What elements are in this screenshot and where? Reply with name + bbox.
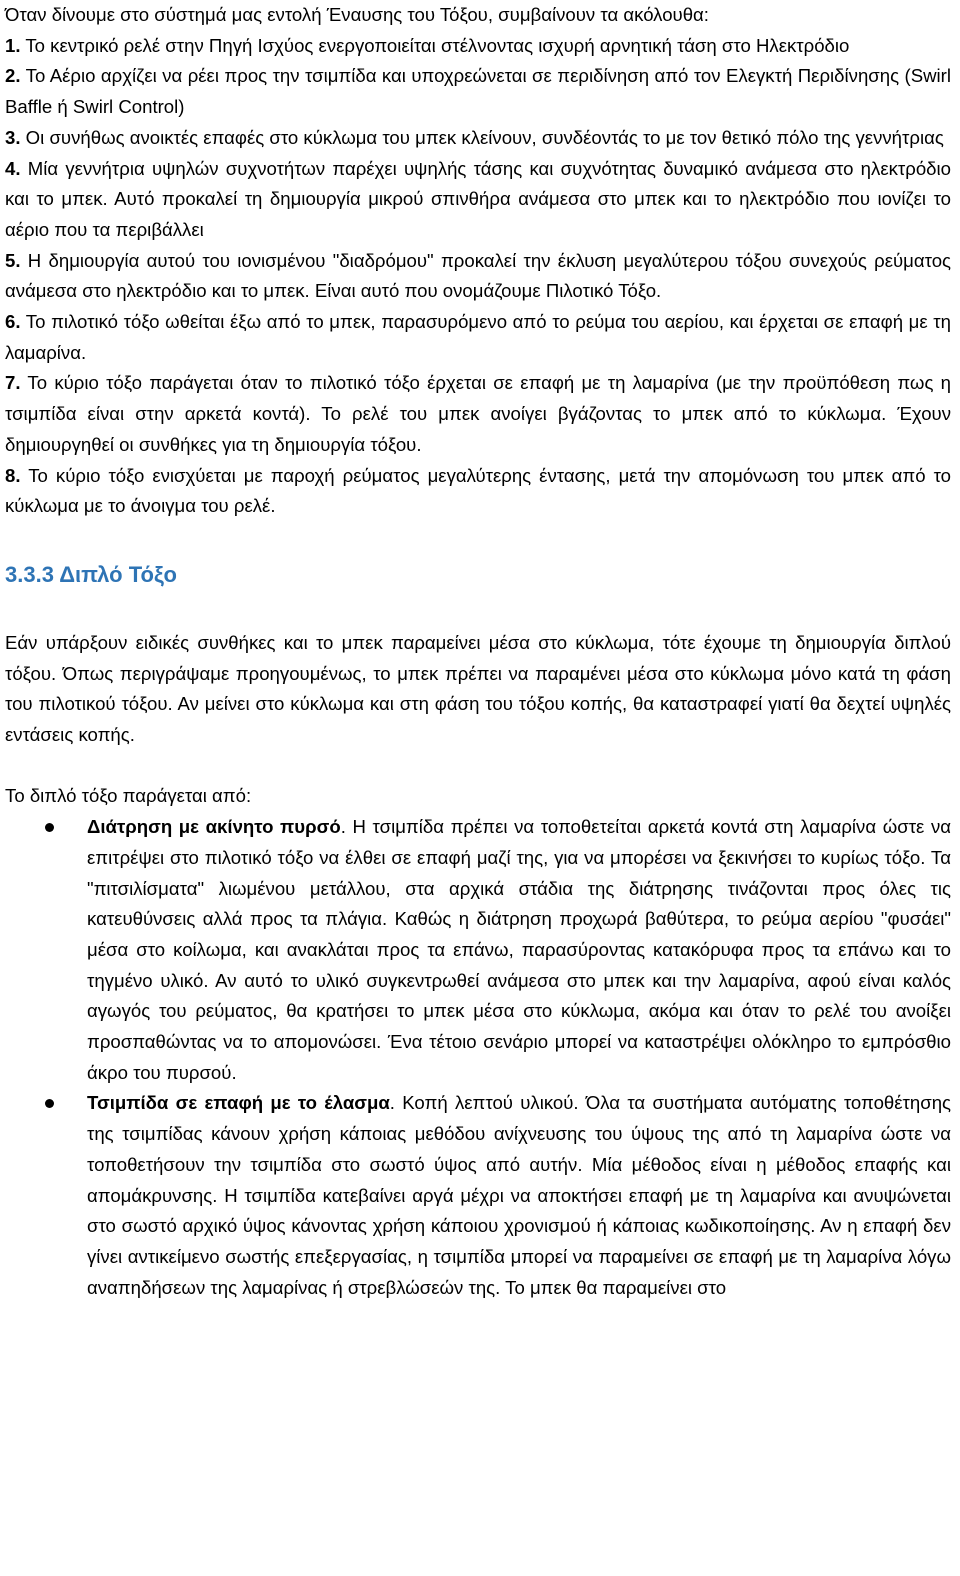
step-item (5, 307, 951, 368)
step-item (5, 368, 951, 460)
causes-list (5, 812, 951, 1303)
cause-text: . Κοπή λεπτού υλικού. Όλα τα συστήματα αυτόματης τοποθέτησης της τσιμπίδας κάνουν χρήση κάποιας μεθόδου ανίχνευσης του ύψους της από τη λαμαρίνα ώστε να τοποθετήσουν την τσιμπίδα στο σωστό ύψος από αυτήν. Μία μέθοδος είναι η μέθοδος επαφής και απομάκρυνσης. Η τσιμπίδα κατεβαίνει αργά μέχρι να αποκτήσει επαφή με τη λαμαρίνα και ανυψώνεται στο σωστό αρχικό ύψος κάνοντας χρήση κάποιου χρονισμού ή κάποιας κωδικοποίησης. Αν η επαφή δεν γίνει αντικείμενο σωστής επεξεργασίας, η τσιμπίδα μπορεί να παραμείνει σε επαφή με τη λαμαρίνα λόγω αναπηδήσεων της λαμαρίνας ή στρεβλώσεών της. Το μπεκ θα παραμείνει στο (87, 1092, 952, 1298)
section-paragraph: Εάν υπάρξουν ειδικές συνθήκες και το μπεκ παραμείνει μέσα στο κύκλωμα, τότε έχουμε τη δημιουργία διπλού τόξου. Όπως περιγράψαμε προηγουμένως, το μπεκ πρέπει να παραμένει μέσα στο κύκλωμα μόνο κατά τη φάση του πιλοτικού τόξου. Αν μείνει στο κύκλωμα και στη φάση του τόξου κοπής, θα καταστραφεί γιατί θα δεχτεί υψηλές εντάσεις κοπής. (5, 631, 951, 746)
step-text: Το κύριο τόξο ενισχύεται με παροχή ρεύματος μεγαλύτερης έντασης, μετά την απομόνωση του μπεκ από το κύκλωμα με το άνοιγμα του ρελέ. (5, 464, 951, 517)
step-text: Το Αέριο αρχίζει να ρέει προς την τσιμπίδα και υποχρεώνεται σε περιδίνηση από τον Ελεγκτή Περιδίνησης (Swirl Baffle ή Swirl Control) (5, 65, 951, 118)
cause-item (87, 1088, 951, 1303)
step-number: 6. (5, 311, 21, 333)
step-item (5, 31, 951, 62)
cause-item (87, 812, 951, 1088)
causes-intro: Το διπλό τόξο παράγεται από: (5, 785, 252, 807)
paragraph-spacer (5, 751, 951, 782)
step-text: Μία γεννήτρια υψηλών συχνοτήτων παρέχει υψηλής τάσης και συχνότητας δυναμικό ανάμεσα στο ηλεκτρόδιο και το μπεκ. Αυτό προκαλεί τη δημιουργία μικρού σπινθήρα ανάμεσα στο μπεκ και το ηλεκτρόδιο που ιονίζει το αέριο που τα περιβάλλει (5, 157, 951, 240)
bullet-icon (45, 823, 54, 832)
step-number: 4. (5, 157, 21, 179)
step-text: Το πιλοτικό τόξο ωθείται έξω από το μπεκ, παρασυρόμενο από το ρεύμα του αερίου, και έρχεται σε επαφή με τη λαμαρίνα. (5, 311, 951, 363)
intro-paragraph: Όταν δίνουμε στο σύστημά μας εντολή Έναυσης του Τόξου, συμβαίνουν τα ακόλουθα: (5, 4, 709, 25)
step-number: 3. (5, 126, 21, 148)
section-heading: 3.3.3 Διπλό Τόξο (5, 561, 177, 587)
step-number: 7. (5, 372, 21, 394)
step-text: Το κύριο τόξο παράγεται όταν το πιλοτικό τόξο έρχεται σε επαφή με τη λαμαρίνα (με την προϋπόθεση πως η τσιμπίδα είναι στην αρκετά κοντά). Το ρελέ του μπεκ ανοίγει βγάζοντας το μπεκ από το κύκλωμα. Έχουν δημιουργηθεί οι συνθήκες για τη δημιουργία τόξου. (5, 372, 951, 455)
step-item (5, 154, 951, 246)
step-number: 1. (5, 34, 21, 56)
step-item (5, 461, 951, 522)
bullet-icon (45, 1099, 54, 1108)
cause-lead: Τσιμπίδα σε επαφή με το έλασμα (87, 1092, 390, 1114)
step-item (5, 246, 951, 307)
cause-lead: Διάτρηση με ακίνητο πυρσό (87, 816, 341, 838)
step-text: Το κεντρικό ρελέ στην Πηγή Ισχύος ενεργοποιείται στέλνοντας ισχυρή αρνητική τάση στο Ηλεκτρόδιο (20, 34, 850, 56)
steps-list (5, 31, 951, 522)
step-number: 2. (5, 65, 21, 87)
step-text: Οι συνήθως ανοικτές επαφές στο κύκλωμα του μπεκ κλείνουν, συνδέοντάς το με τον θετικό πόλο της γεννήτριας (20, 126, 944, 148)
step-item (5, 123, 951, 154)
step-text: Η δημιουργία αυτού του ιονισμένου "διαδρόμου" προκαλεί την έκλυση μεγαλύτερου τόξου συνεχούς ρεύματος ανάμεσα στο ηλεκτρόδιο και το μπεκ. Είναι αυτό που ονομάζουμε Πιλοτικό Τόξο. (5, 249, 951, 302)
step-number: 5. (5, 249, 21, 271)
step-number: 8. (5, 464, 21, 486)
cause-text: . Η τσιμπίδα πρέπει να τοποθετείται αρκετά κοντά στη λαμαρίνα ώστε να επιτρέψει στο πιλοτικό τόξο να έλθει σε επαφή μαζί της, για να μπορέσει να ξεκινήσει το κυρίως τόξο. Τα "πιτσιλίσματα" λιωμένου μετάλλου, στα αρχικά στάδια της διάτρησης τινάζονται προς όλες τις κατευθύνσεις αλλά προς τα πλάγια. Καθώς η διάτρηση προχωρά βαθύτερα, το ρεύμα αερίου "φυσάει" μέσα στο κοίλωμα, και ανακλάται προς τα επάνω, παρασύροντας κατακόρυφα προς τα επάνω και το τηγμένο υλικό. Αν αυτό το υλικό συγκεντρωθεί ανάμεσα στο μπεκ και την λαμαρίνα, αφού είναι καλός αγωγός του ρεύματος, θα κρατήσει το μπεκ μέσα στο κύκλωμα, ακόμα και όταν το ρελέ του ανοίξει προσπαθώντας να το απομονώσει. Ένα τέτοιο σενάριο μπορεί να καταστρέψει ολόκληρο το εμπρόσθιο άκρο του πυρσού. (87, 816, 951, 1083)
step-item (5, 61, 951, 122)
